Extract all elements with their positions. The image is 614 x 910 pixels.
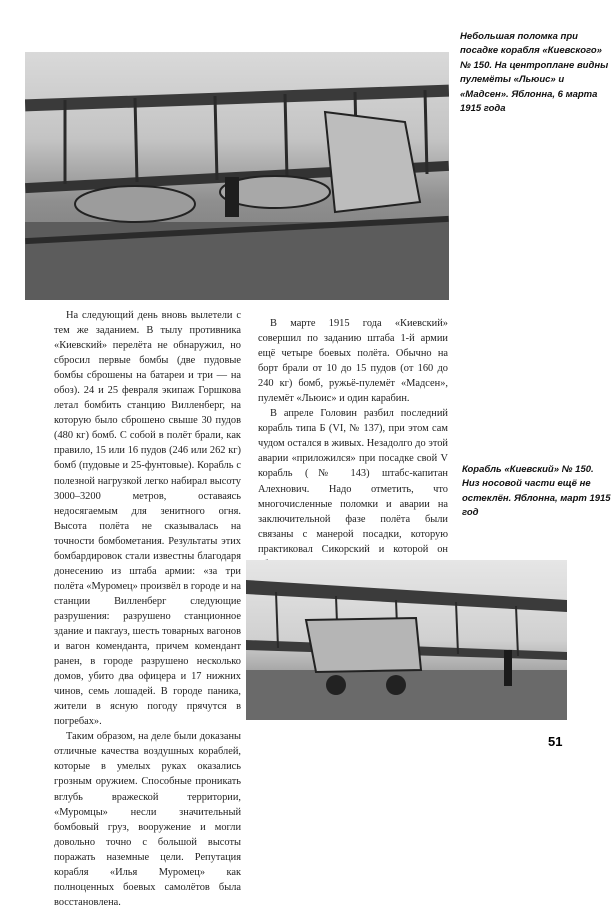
paragraph: В марте 1915 года «Киевский» совершил по заданию штаба 1-й армии ещё четыре боевых полёта. Обычно на борт брали от 10 до 15 пудов (от 160 до 240 кг) бомб, ружьё-пулемёт «Мадсен», пулемёт «Льюис» и один карабин. [258,318,448,405]
paragraph: В апреле Головин разбил последний корабль типа Б (VI, № 137), при этом сам чудом остался в живых. Незадолго до этой аварии «приложился» при посадке свой V корабль (№ 143) штабс-капитан Алехнович. Надо отметить, что многочисленные поломки и аварии на заключительной фазе полёта были связаны с манерой посадки, которую практиковал Сикорский и которой он [258,408,448,555]
text-column-left [54,308,241,910]
photo-caption-bottom: Корабль «Киевский» № 150. Низ носовой части ещё не остеклён. Яблонна, март 1915 год [462,464,611,519]
text-column-right [258,316,448,602]
photo-damaged-airship-kievsky [25,52,449,300]
photo-caption-top: Небольшая поломка при посадке корабля «Киевского» № 150. На центроплане видны пулемёты «Льюис» и «Мадсен». Яблонна, 6 марта 1915 года [460,31,609,115]
photo-airship-kievsky-side [246,560,567,720]
paragraph: На следующий день вновь вылетели с тем же заданием. В тылу противника «Киевский» перелёта не обнаружил, но сбросил первые бомбы (две пудовые бомбы сброшены на батареи и три — на обоз). 24 и 25 февраля экипаж Горшкова летал бомбить станцию Вилленберг, на которую было сброшено свыше 30 пудов (480 кг) бомб. С собой в полёт брали, как правило, 15 или 16 пудов (246 или 262 кг) бомб (пудовые и 25-фунтовые). Корабль с полезной нагрузкой легко набирал высоту 3000–3200 метров, оставаясь недосягаемым для зенитного огня. Высота полёта не сказывалась на точности бомбометания. Результаты этих бомбардировок стали известны благодаря донесению из штаба армии: «за три полёта «Муромец» произвёл в городе и на станции Вилленберг следующие разрушения: разрушено станционное здание и пакгауз, шесть товарных вагонов и вагон коменданта, причем комендант ранен, в городе разрушено несколько домов, убито два офицера и 17 нижних чинов, семь лошадей. В городе паника, жители в ясную погоду прячутся в погребах». [54,310,241,728]
paragraph: Таким образом, на деле были доказаны отличные качества воздушных кораблей, которые в умелых руках оказались грозным оружием. Способные проникать вглубь вражеской территории, «Муромцы» несли значительный бомбовый груз, вооружение и могли довольно точно с большой высоты поражать наземные цели. Репутация корабля «Илья Муромец» как полноценных боевых самолётов была восстановлена. [54,731,241,908]
page-number: 51 [548,734,563,749]
